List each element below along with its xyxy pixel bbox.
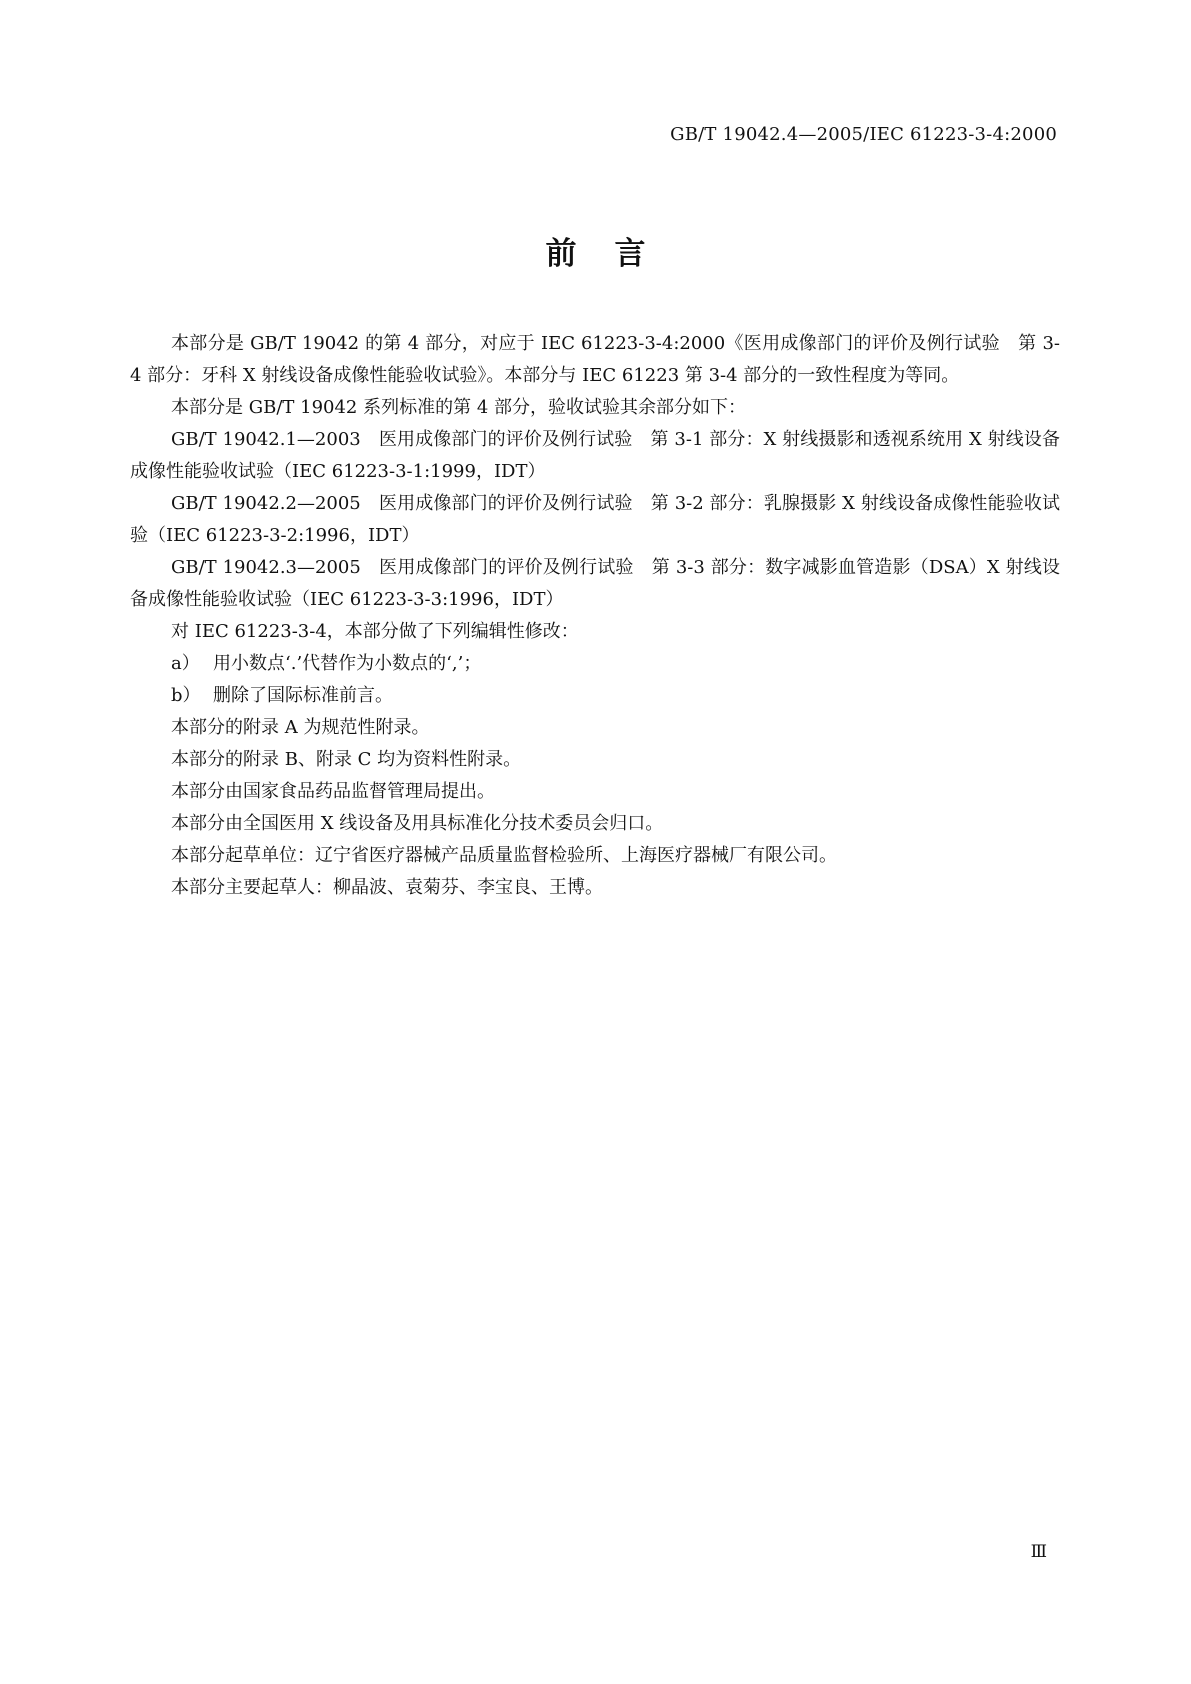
standard-code-header: GB/T 19042.4—2005/IEC 61223-3-4:2000	[670, 124, 1057, 145]
list-item-text: 用小数点‘.’代替作为小数点的‘,’；	[213, 653, 482, 674]
paragraph-committee: 本部分由全国医用 X 线设备及用具标准化分技术委员会归口。	[171, 813, 664, 834]
list-item	[130, 648, 1060, 680]
paragraph-scope: 本部分是 GB/T 19042 的第 4 部分，对应于 IEC 61223-3-4:2000《医用成像部门的评价及例行试验 第 3-4 部分：牙科 X 射线设备成像性能验收试验》。本部分与 IEC 61223 第 3-4 部分的一致性程度为等同。	[130, 333, 1060, 386]
paragraph-proposer: 本部分由国家食品药品监督管理局提出。	[171, 781, 495, 802]
paragraph-part-1: GB/T 19042.1—2003 医用成像部门的评价及例行试验 第 3-1 部分：X 射线摄影和透视系统用 X 射线设备成像性能验收试验（IEC 61223-3-1:1999，IDT）	[130, 429, 1060, 482]
paragraph-drafters: 本部分主要起草人：柳晶波、袁菊芬、李宝良、王博。	[171, 877, 603, 898]
paragraph-series-intro: 本部分是 GB/T 19042 系列标准的第 4 部分，验收试验其余部分如下：	[171, 397, 746, 418]
paragraph-drafting-units: 本部分起草单位：辽宁省医疗器械产品质量监督检验所、上海医疗器械厂有限公司。	[171, 845, 837, 866]
list-item-text: 删除了国际标准前言。	[213, 685, 393, 706]
list-item	[130, 680, 1060, 712]
foreword-body	[130, 328, 1060, 904]
list-marker: a）	[171, 653, 200, 674]
paragraph-part-2: GB/T 19042.2—2005 医用成像部门的评价及例行试验 第 3-2 部分：乳腺摄影 X 射线设备成像性能验收试验（IEC 61223-3-2:1996，IDT）	[130, 493, 1060, 546]
list-marker: b）	[171, 685, 201, 706]
paragraph-part-3: GB/T 19042.3—2005 医用成像部门的评价及例行试验 第 3-3 部分：数字减影血管造影（DSA）X 射线设备成像性能验收试验（IEC 61223-3-3:1996，IDT）	[130, 557, 1060, 610]
paragraph-modifications-intro: 对 IEC 61223-3-4，本部分做了下列编辑性修改：	[171, 621, 579, 642]
page-title: 前言	[545, 236, 684, 272]
paragraph-annex-a: 本部分的附录 A 为规范性附录。	[171, 717, 430, 738]
page-number: Ⅲ	[1030, 1542, 1047, 1562]
paragraph-annex-b-c: 本部分的附录 B、附录 C 均为资料性附录。	[171, 749, 522, 770]
